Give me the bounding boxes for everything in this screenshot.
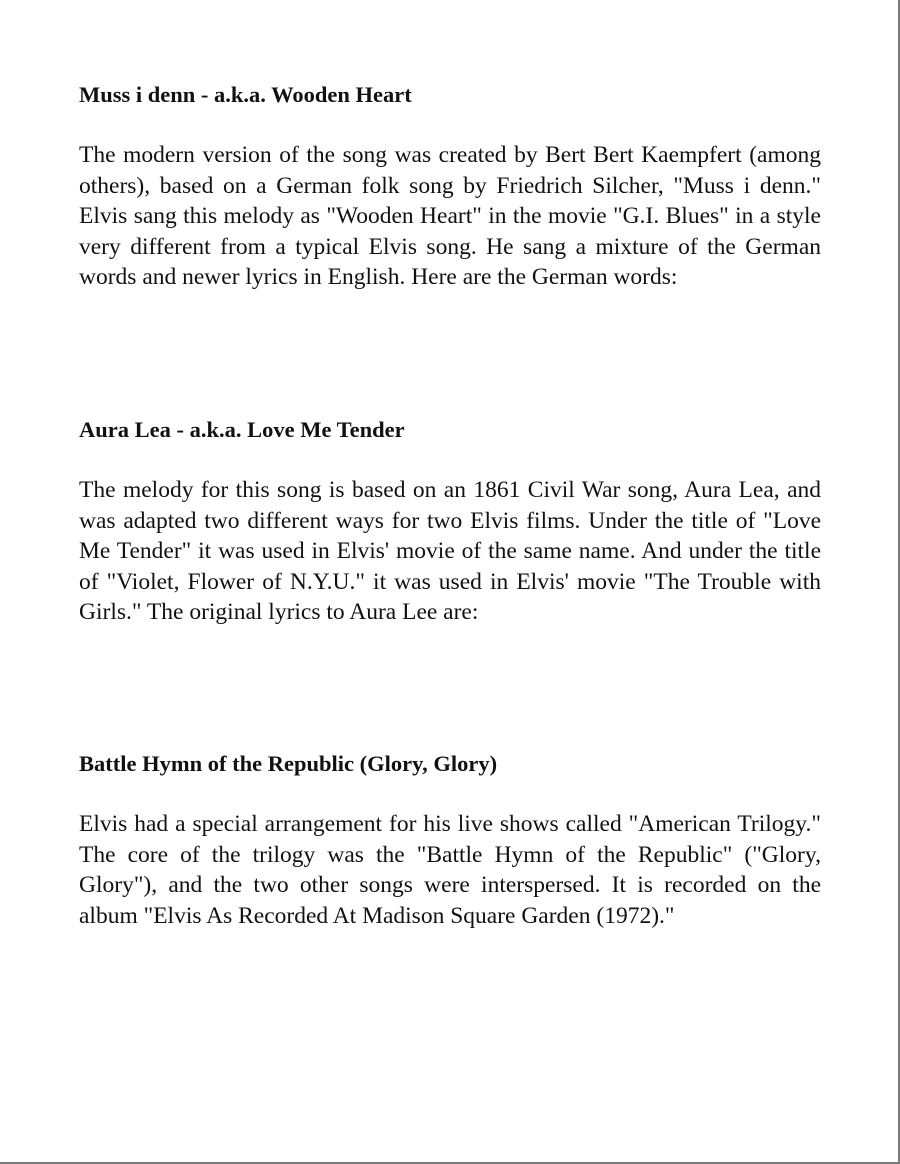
section-body: The melody for this song is based on an 1861 Civil War song, Aura Lea, and was adapted two different ways for two Elvis films. Under the title of "Love Me Tender" it was used in Elvis' movie of the same name. And under the title of "Violet, Flower of N.Y.U." it was used in Elvis' movie "The Trouble with Girls." The original lyrics to Aura Lee are: <box>79 477 821 625</box>
section-wooden-heart <box>79 80 821 293</box>
section-body: Elvis had a special arrangement for his live shows called "American Trilogy." The core of the trilogy was the "Battle Hymn of the Republic" ("Glory, Glory"), and the two other songs were interspersed. It is recorded on the album "Elvis As Recorded At Madison Square Garden (1972)." <box>79 811 821 929</box>
section-heading: Muss i denn - a.k.a. Wooden Heart <box>79 82 412 107</box>
section-heading: Aura Lea - a.k.a. Love Me Tender <box>79 417 405 442</box>
section-love-me-tender <box>79 415 821 628</box>
section-body: The modern version of the song was created by Bert Bert Kaempfert (among others), based on a German folk song by Friedrich Silcher, "Muss i denn." Elvis sang this melody as "Wooden Heart" in the movie "G.I. Blues" in a style very different from a typical Elvis song. He sang a mixture of the German words and newer lyrics in English. Here are the German words: <box>79 142 821 290</box>
section-heading: Battle Hymn of the Republic (Glory, Glory) <box>79 751 498 776</box>
section-battle-hymn <box>79 749 821 931</box>
